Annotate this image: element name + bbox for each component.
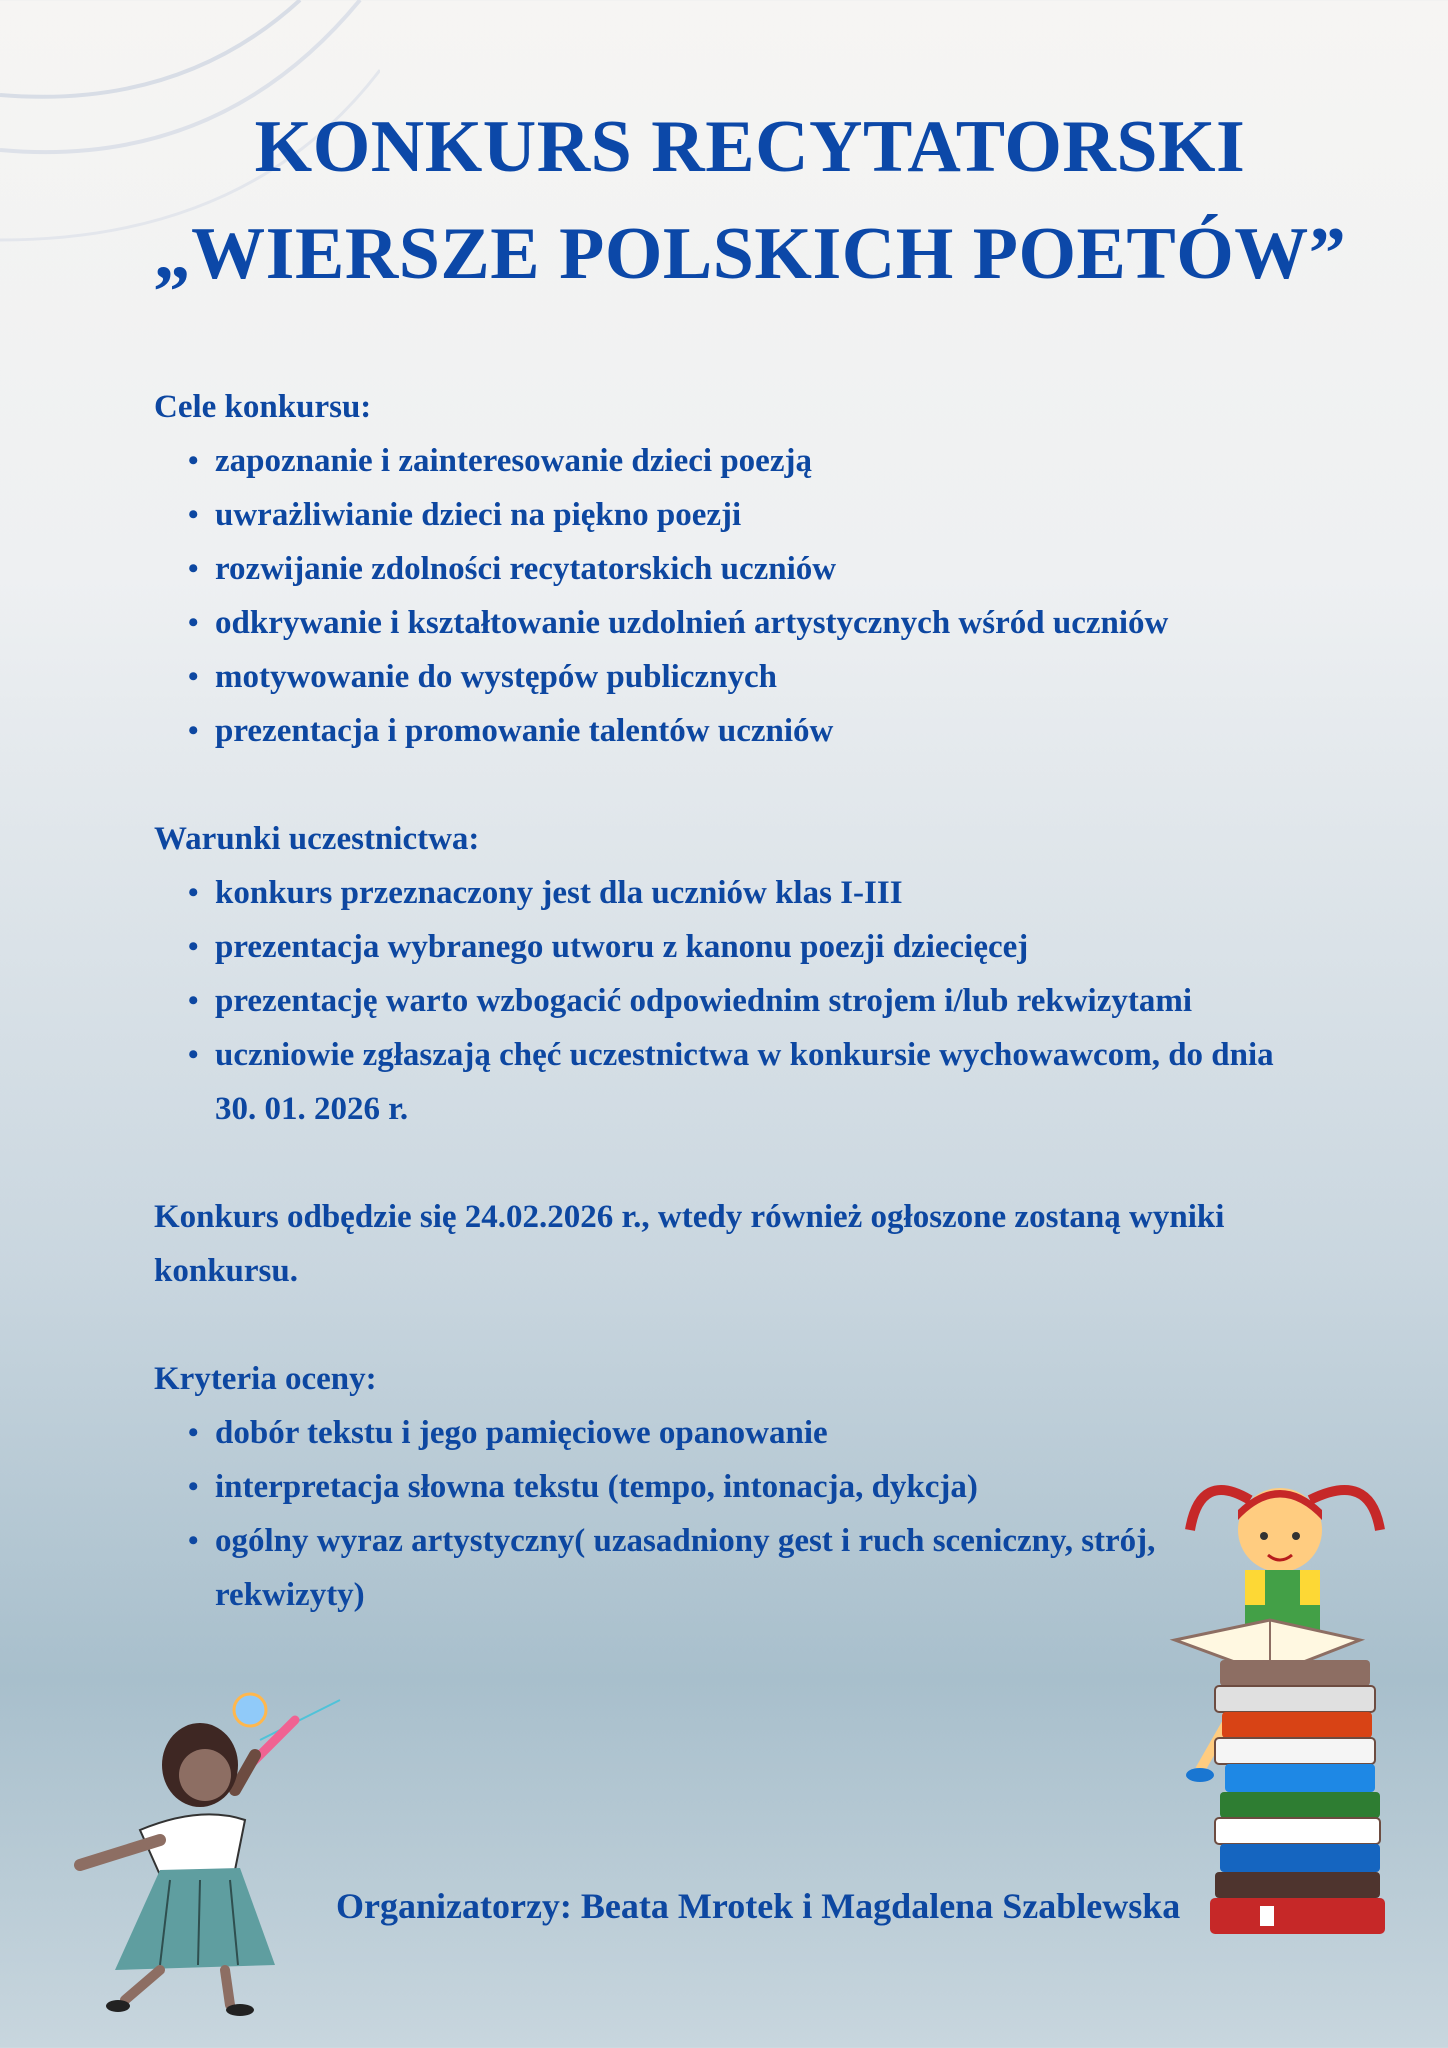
- girl-with-microphone-illustration: [50, 1680, 350, 2020]
- conditions-list: [154, 866, 1334, 1136]
- main-content: [154, 380, 1334, 1622]
- title-line-2: „WIERSZE POLSKICH POETÓW”: [153, 213, 1347, 295]
- event-date-text: Konkurs odbędzie się 24.02.2026 r., wtedy również ogłoszone zostaną wyniki konkursu.: [154, 1199, 1225, 1289]
- list-item: • zapoznanie i zainteresowanie dzieci poezją: [215, 434, 1334, 488]
- list-item: • dobór tekstu i jego pamięciowe opanowanie: [215, 1406, 1334, 1460]
- list-item: • prezentacja i promowanie talentów uczniów: [215, 704, 1334, 758]
- goals-list: [154, 434, 1334, 758]
- organizers-text: Organizatorzy: Beata Mrotek i Magdalena Szablewska: [336, 1886, 1181, 1926]
- list-item: • rozwijanie zdolności recytatorskich uczniów: [215, 542, 1334, 596]
- list-item: • prezentację warto wzbogacić odpowiednim strojem i/lub rekwizytami: [215, 974, 1334, 1028]
- list-item: • odkrywanie i kształtowanie uzdolnień artystycznych wśród uczniów: [215, 596, 1334, 650]
- title-line-1: KONKURS RECYTATORSKI: [254, 106, 1246, 188]
- list-item: • ogólny wyraz artystyczny( uzasadniony gest i ruch sceniczny, strój, rekwizyty): [215, 1514, 1215, 1622]
- list-item: • konkurs przeznaczony jest dla uczniów klas I-III: [215, 866, 1334, 920]
- conditions-heading: Warunki uczestnictwa:: [154, 821, 480, 857]
- goals-heading: Cele konkursu:: [154, 389, 372, 425]
- list-item: • prezentacja wybranego utworu z kanonu poezji dziecięcej: [215, 920, 1334, 974]
- list-item: • uczniowie zgłaszają chęć uczestnictwa w konkursie wychowawcom, do dnia 30. 01. 2026 r.: [215, 1028, 1275, 1136]
- criteria-list: [154, 1406, 1334, 1622]
- list-item: • uwrażliwianie dzieci na piękno poezji: [215, 488, 1334, 542]
- girl-reading-on-books-illustration: [1160, 1470, 1420, 1970]
- criteria-heading: Kryteria oceny:: [154, 1361, 377, 1397]
- list-item: • interpretacja słowna tekstu (tempo, intonacja, dykcja): [215, 1460, 1334, 1514]
- list-item: • motywowanie do występów publicznych: [215, 650, 1334, 704]
